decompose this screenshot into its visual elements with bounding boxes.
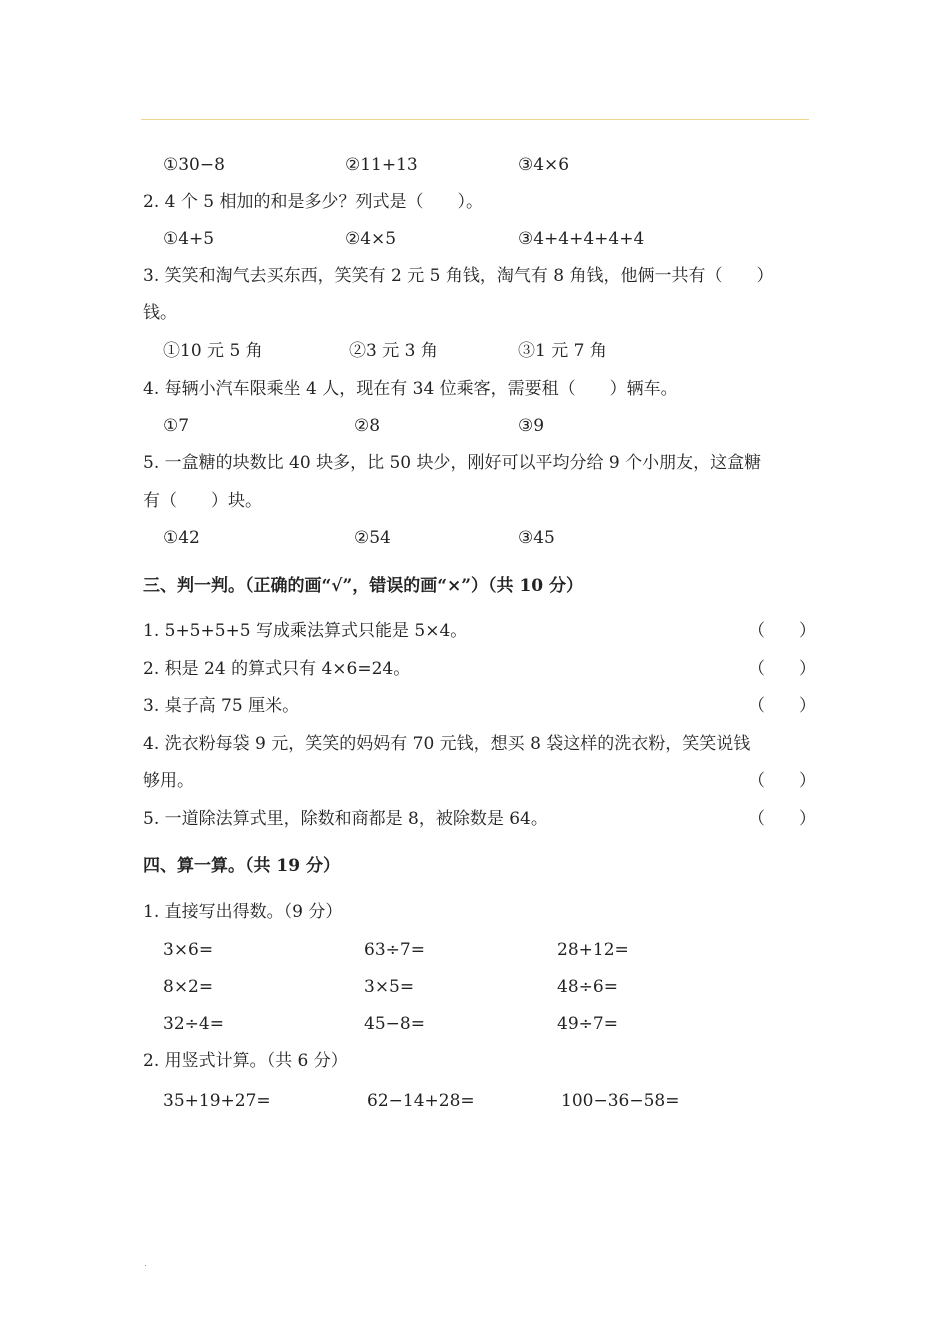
q3-text-line2: 钱。 bbox=[143, 303, 177, 323]
section3-title: 三、判一判。（正确的画“√”，错误的画“×”）（共 10 分） bbox=[143, 576, 584, 596]
section4-part2-label: 2. 用竖式计算。（共 6 分） bbox=[143, 1051, 348, 1071]
vertical-calc-item: 100−36−58= bbox=[561, 1091, 680, 1111]
calc-item: 8×2= bbox=[163, 977, 214, 997]
vertical-calc-item: 62−14+28= bbox=[367, 1091, 475, 1111]
header-rule bbox=[141, 119, 809, 120]
judge-answer-paren-1[interactable]: （ ） bbox=[748, 621, 816, 641]
judge-item-1: 1. 5+5+5+5 写成乘法算式只能是 5×4。 bbox=[143, 621, 468, 641]
q4-option-3: ③9 bbox=[518, 416, 545, 436]
q4-text: 4. 每辆小汽车限乘坐 4 人，现在有 34 位乘客，需要租（ ）辆车。 bbox=[143, 379, 678, 399]
calc-item: 63÷7= bbox=[364, 940, 425, 960]
q2-option-2: ②4×5 bbox=[345, 229, 397, 249]
judge-answer-paren-4[interactable]: （ ） bbox=[748, 771, 816, 791]
q5-text-line1: 5. 一盒糖的块数比 40 块多，比 50 块少，刚好可以平均分给 9 个小朋友，这盒糖 bbox=[143, 453, 762, 473]
q1-option-1: ①30−8 bbox=[163, 155, 225, 175]
q4-option-1: ①7 bbox=[163, 416, 190, 436]
calc-item: 28+12= bbox=[557, 940, 629, 960]
judge-item-4-line1: 4. 洗衣粉每袋 9 元，笑笑的妈妈有 70 元钱，想买 8 袋这样的洗衣粉，笑笑说钱 bbox=[143, 734, 751, 754]
q1-option-2: ②11+13 bbox=[345, 155, 418, 175]
judge-item-2: 2. 积是 24 的算式只有 4×6=24。 bbox=[143, 659, 411, 679]
q5-option-3: ③45 bbox=[518, 528, 555, 548]
q2-text: 2. 4 个 5 相加的和是多少？列式是（ ）。 bbox=[143, 192, 483, 212]
q2-option-1: ①4+5 bbox=[163, 229, 215, 249]
judge-item-4-line2: 够用。 bbox=[143, 771, 194, 791]
judge-answer-paren-5[interactable]: （ ） bbox=[748, 809, 816, 829]
q2-option-3: ③4+4+4+4+4 bbox=[518, 229, 645, 249]
q5-text-line2: 有（ ）块。 bbox=[143, 491, 262, 511]
calc-item: 3×6= bbox=[163, 940, 214, 960]
q3-option-3: ③1 元 7 角 bbox=[518, 341, 607, 361]
calc-item: 45−8= bbox=[364, 1014, 425, 1034]
q3-text-line1: 3. 笑笑和淘气去买东西，笑笑有 2 元 5 角钱，淘气有 8 角钱，他俩一共有（ ） bbox=[143, 266, 774, 286]
q3-option-2: ②3 元 3 角 bbox=[349, 341, 438, 361]
calc-item: 49÷7= bbox=[557, 1014, 618, 1034]
q3-option-1: ①10 元 5 角 bbox=[163, 341, 263, 361]
calc-item: 3×5= bbox=[364, 977, 415, 997]
judge-answer-paren-2[interactable]: （ ） bbox=[748, 659, 816, 679]
section4-title: 四、算一算。（共 19 分） bbox=[143, 856, 340, 876]
calc-item: 32÷4= bbox=[163, 1014, 224, 1034]
section4-part1-label: 1. 直接写出得数。（9 分） bbox=[143, 902, 343, 922]
scan-speck bbox=[145, 1265, 146, 1266]
judge-answer-paren-3[interactable]: （ ） bbox=[748, 696, 816, 716]
q4-option-2: ②8 bbox=[354, 416, 381, 436]
judge-item-3: 3. 桌子高 75 厘米。 bbox=[143, 696, 300, 716]
vertical-calc-item: 35+19+27= bbox=[163, 1091, 271, 1111]
calc-item: 48÷6= bbox=[557, 977, 618, 997]
judge-item-5: 5. 一道除法算式里，除数和商都是 8，被除数是 64。 bbox=[143, 809, 548, 829]
q5-option-1: ①42 bbox=[163, 528, 200, 548]
q1-option-3: ③4×6 bbox=[518, 155, 570, 175]
q5-option-2: ②54 bbox=[354, 528, 391, 548]
